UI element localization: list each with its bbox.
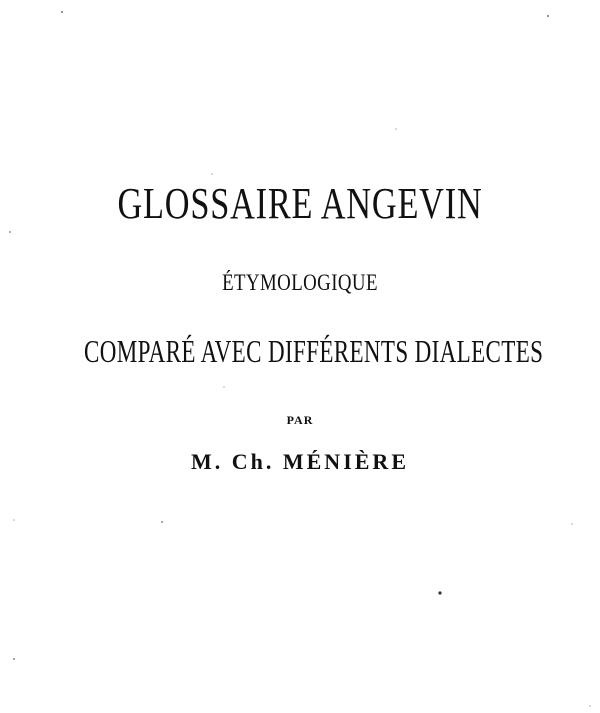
by-label: PAR [286, 413, 314, 427]
book-subtitle: ÉTYMOLOGIQUE [222, 270, 378, 295]
book-title: GLOSSAIRE ANGEVIN [117, 179, 483, 228]
book-description: COMPARÉ AVEC DIFFÉRENTS DIALECTES [83, 333, 544, 369]
author-name: M. Ch. MÉNIÈRE [190, 449, 409, 474]
